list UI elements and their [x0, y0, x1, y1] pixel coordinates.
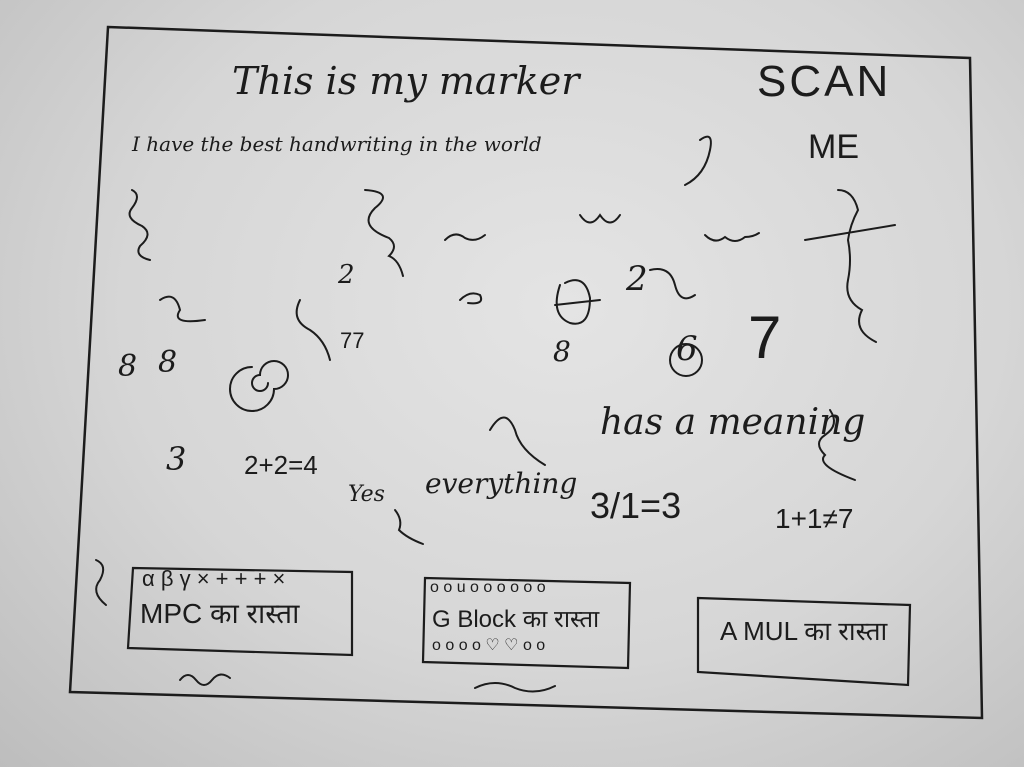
eight-c: 8	[553, 335, 571, 368]
phrase-everything: everything	[425, 467, 578, 500]
box-mpc-greek: α β γ × + + + ×	[142, 566, 286, 591]
wave-yes	[395, 510, 423, 544]
heading-line-2: I have the best handwriting in the world	[132, 132, 542, 156]
heading-line-1: This is my marker	[232, 59, 580, 103]
scribble-cross	[805, 190, 895, 342]
two-b: 2	[626, 259, 648, 299]
nine-stroke	[685, 137, 711, 185]
box-amul-label: A MUL का रास्ता	[720, 616, 888, 646]
sum: 2+2=4	[244, 450, 318, 480]
curl-c	[297, 300, 330, 360]
box-gblock-dots-bottom: o o o o ♡ ♡ o o	[432, 637, 546, 654]
phrase-yes: Yes	[348, 482, 385, 507]
eight-a: 8	[118, 349, 138, 384]
eight-b: 8	[158, 345, 178, 380]
phrase-has-a-meaning: has a meaning	[600, 402, 866, 443]
box-gblock-dots-top: o o u o o o o o o	[430, 579, 546, 596]
division: 3/1=3	[590, 485, 682, 526]
three: 3	[166, 440, 187, 478]
seven-large: 7	[748, 304, 782, 371]
six: 6	[676, 329, 698, 369]
box-mpc-label: MPC का रास्ता	[140, 598, 300, 629]
two-a: 2	[338, 260, 355, 290]
wave-bottom-1	[180, 674, 230, 685]
scribble-5	[705, 233, 759, 241]
scribble-1	[130, 190, 150, 260]
wave-bottom-2	[475, 683, 555, 692]
not-equal: 1+1≠7	[775, 503, 854, 534]
seven-small: 77	[340, 328, 365, 353]
theta	[555, 280, 600, 324]
scribble-4	[580, 215, 620, 223]
curl-d	[460, 293, 481, 303]
squiggle-left	[96, 560, 106, 605]
scribble-3	[445, 234, 485, 240]
curl-b	[650, 269, 695, 298]
loop-squiggle	[490, 418, 545, 466]
scan-me-line-1: SCAN	[757, 57, 892, 106]
scribble-2	[365, 190, 403, 276]
scan-me-line-2: ME	[808, 128, 859, 166]
curl-a	[160, 297, 205, 322]
spiral	[230, 361, 288, 411]
box-gblock-label: G Block का रास्ता	[432, 606, 600, 633]
